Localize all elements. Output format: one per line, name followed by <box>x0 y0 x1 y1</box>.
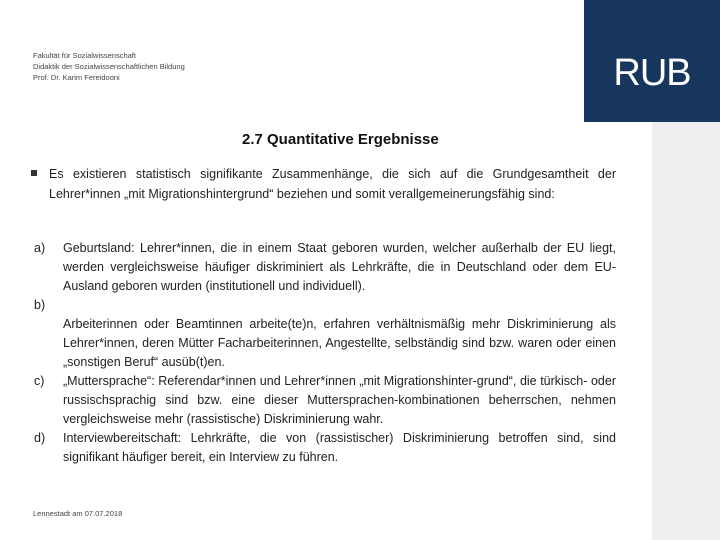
list-item <box>34 296 616 372</box>
slide-title: 2.7 Quantitative Ergebnisse <box>242 131 439 148</box>
rub-logo-text: RUB <box>613 52 691 94</box>
results-list <box>34 239 616 467</box>
intro-bullet-text: Es existieren statistisch signifikante Zusammenhänge, die sich auf die Grundgesamtheit der Lehrer*innen „mit Migrationshintergrund“ beziehen und somit verallgemeinerungsfähig sind: <box>49 167 616 201</box>
list-item <box>34 239 616 296</box>
header-department: Didaktik der Sozialwissenschaftlichen Bildung <box>33 62 185 71</box>
faculty-header <box>33 50 185 83</box>
intro-bullet <box>31 164 616 204</box>
rub-logo <box>584 0 720 122</box>
list-item-text: Geburtsland: Lehrer*innen, die in einem Staat geboren wurden, welcher außerhalb der EU liegt, werden vergleichsweise häufiger diskriminiert als Lehrkräfte, die in Deutschland oder dem EU-Ausland geboren wurden (institutionell und individuell). <box>63 241 616 293</box>
footer-location-date: Lennestadt am 07.07.2018 <box>33 509 123 518</box>
list-item <box>34 429 616 467</box>
square-bullet-icon <box>31 170 37 176</box>
list-item-text: „Muttersprache“: Referendar*innen und Lehrer*innen „mit Migrationshinter-grund“, die türkisch- oder russischsprachig sind bzw. eine dieser Muttersprachen-kombinationen beherrschen, nehmen vergleichsweise mehr (rassistische) Diskriminierung wahr. <box>63 374 616 426</box>
header-faculty: Fakultät für Sozialwissenschaft <box>33 51 136 60</box>
list-item-label: b) <box>34 298 46 312</box>
list-item-text: Interviewbereitschaft: Lehrkräfte, die von (rassistischer) Diskriminierung betroffen sind, sind signifikant häufiger bereit, ein Interview zu führen. <box>63 431 616 464</box>
list-item-label: c) <box>34 374 45 388</box>
list-item-text: Arbeiterinnen oder Beamtinnen arbeite(te)n, erfahren verhältnismäßig mehr Diskriminierung als Lehrer*innen, deren Mütter Facharbeiterinnen, Angestellte, selbständig sind bzw. waren oder einen „sonstigen Beruf“ ausüb(t)en. <box>63 317 616 369</box>
header-professor: Prof. Dr. Karim Fereidooni <box>33 73 120 82</box>
list-item-label: a) <box>34 241 46 255</box>
list-item-label: d) <box>34 431 46 445</box>
list-item <box>34 372 616 429</box>
